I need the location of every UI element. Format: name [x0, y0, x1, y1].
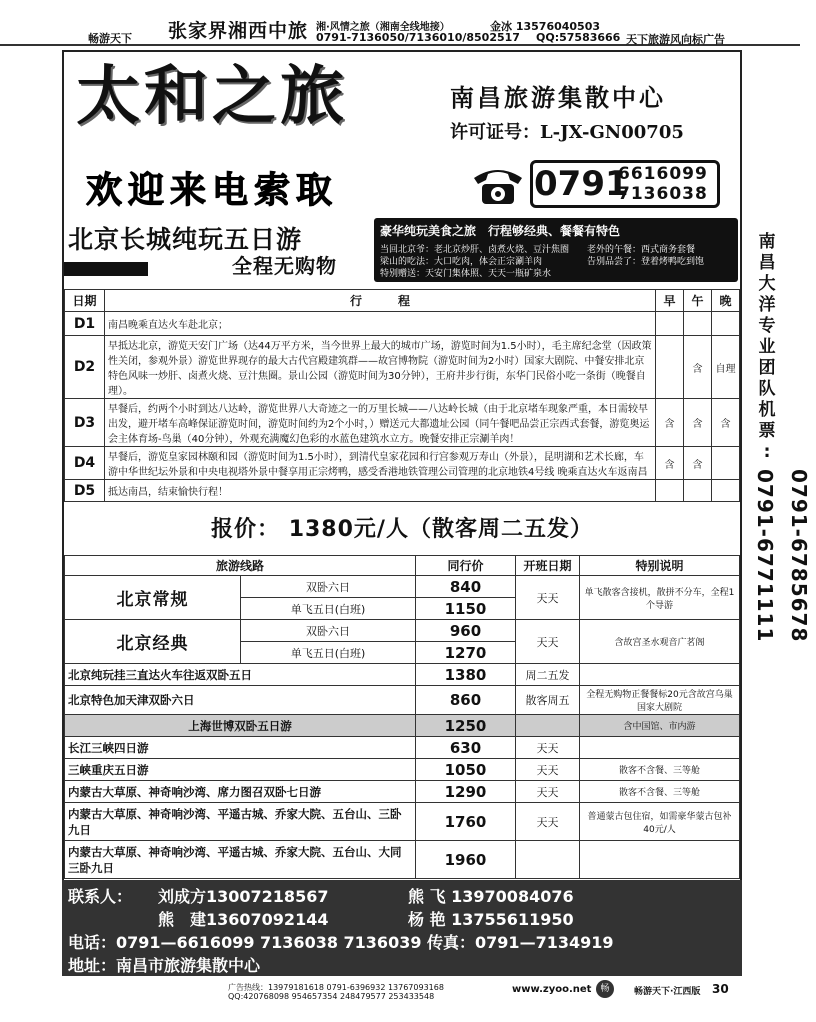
route-price: 1270 [416, 642, 516, 664]
route-price: 840 [416, 576, 516, 598]
route-price: 1760 [416, 803, 516, 841]
route-option: 双卧六日 [241, 620, 416, 642]
day-cell: D5 [65, 480, 105, 502]
col-notes: 特别说明 [580, 556, 740, 576]
side-phone-1: 0791-6785678 [787, 469, 811, 643]
day-cell: D3 [65, 399, 105, 447]
side-char: 大 [758, 274, 776, 294]
day-cell: D2 [65, 336, 105, 399]
footer-qq: QQ:420768098 954657354 248479577 253433548 [228, 992, 435, 1001]
route-price: 1150 [416, 598, 516, 620]
route-frequency: 天天 [516, 759, 580, 781]
table-row [65, 336, 740, 399]
route-name: 北京特色加天津双卧六日 [65, 686, 416, 715]
dinner-cell [712, 480, 740, 502]
schedule-cell: 早餐后，游览皇家园林颐和园（游览时间为1.5小时），到清代皇家花园和行宫参观万寿山（外景），昆明湖和艺术长廊，车游中华世纪坛外景和中央电视塔外景中餐享用正宗烤鸭，感受香港地铁管理公司管理的北京地铁4号线 晚乘直达火车返南昌 [105, 447, 656, 480]
promo-line: 当回北京爷：老北京炒肝、卤煮火烧、豆汁焦圈 老外的午餐：西式商务套餐 [380, 245, 696, 255]
promo-line: 特别赠送：天安门集体照、天天一瓶矿泉水 [380, 269, 552, 279]
route-note [580, 841, 740, 879]
lunch-cell: 含 [684, 399, 712, 447]
telephone-icon [468, 160, 528, 208]
route-name: 内蒙古大草原、神奇响沙湾、平遥古城、乔家大院、五台山、三卧九日 [65, 803, 416, 841]
route-note [580, 664, 740, 686]
table-row [65, 576, 740, 598]
lunch-cell [684, 480, 712, 502]
itinerary-header-row [65, 290, 740, 312]
header-qq: QQ:57583666 [536, 31, 621, 44]
itinerary-table [64, 289, 740, 502]
table-row [65, 664, 740, 686]
col-schedule: 行 程 [105, 290, 656, 312]
route-frequency: 天天 [516, 576, 580, 620]
route-option: 单飞五日(白班) [241, 598, 416, 620]
contact-person-2: 熊 飞 13970084076 [408, 887, 574, 906]
route-option: 双卧六日 [241, 576, 416, 598]
side-char: 南 [758, 232, 776, 252]
contact-address: 地址：南昌市旅游集散中心 [68, 956, 261, 975]
center-name: 南昌旅游集散中心 [450, 83, 666, 112]
route-price: 1960 [416, 841, 516, 879]
breakfast-cell [656, 312, 684, 336]
side-char: 队 [758, 379, 776, 399]
table-row [65, 620, 740, 642]
table-row [65, 480, 740, 502]
page-number: 30 [712, 982, 729, 996]
license-number: 许可证号：L-JX-GN00705 [450, 122, 684, 143]
route-frequency: 天天 [516, 620, 580, 664]
table-row [65, 759, 740, 781]
hotline-number-1: 6616099 [618, 164, 708, 184]
route-price: 860 [416, 686, 516, 715]
route-price: 1290 [416, 781, 516, 803]
footer-ad-hotline: 广告热线：13979181618 0791-6396932 13767093168 [228, 983, 444, 992]
routes-table [64, 555, 740, 879]
dinner-cell [712, 312, 740, 336]
contact-person-1: 刘成方13007218567 [158, 887, 329, 906]
table-row [65, 686, 740, 715]
dinner-cell: 自理 [712, 336, 740, 399]
promo-line: 梁山的吃法：大口吃肉，体会正宗涮羊肉 告别品尝了：登着烤鸭吃到饱 [380, 257, 705, 267]
route-group-name: 北京经典 [65, 620, 241, 664]
day-cell: D4 [65, 447, 105, 480]
table-row [65, 841, 740, 879]
route-option: 单飞五日(白班) [241, 642, 416, 664]
route-name: 长江三峡四日游 [65, 737, 416, 759]
route-note: 含故宫圣水观音广茗阁 [580, 620, 740, 664]
tour-title: 北京长城纯玩五日游 [68, 225, 303, 254]
route-group-name: 北京常规 [65, 576, 241, 620]
dinner-cell: 含 [712, 399, 740, 447]
route-name: 三峡重庆五日游 [65, 759, 416, 781]
header-left-tag: 畅游天下 [88, 32, 132, 45]
footer-badge-icon: 畅 [596, 980, 614, 998]
route-price: 1380 [416, 664, 516, 686]
header-phones: 0791-7136050/7136010/8502517 [316, 31, 520, 44]
tour-subtitle: 全程无购物 [232, 254, 337, 278]
page-footer [0, 978, 800, 1022]
side-char: 团 [758, 358, 776, 378]
table-row [65, 803, 740, 841]
contact-panel [62, 880, 742, 976]
table-row [65, 447, 740, 480]
route-frequency [516, 715, 580, 737]
hotline-number-2: 7136038 [618, 184, 708, 204]
header-brand: 张家界湘西中旅 [168, 20, 309, 42]
brand-logo: 太和之旅 [76, 59, 348, 134]
promo-box [374, 218, 738, 282]
lunch-cell [684, 312, 712, 336]
route-price: 1050 [416, 759, 516, 781]
route-frequency: 散客周五 [516, 686, 580, 715]
route-price: 1250 [416, 715, 516, 737]
schedule-cell: 早餐后，约两个小时到达八达岭，游览世界八大奇迹之一的万里长城——八达岭长城（由于北京堵车现象严重，本日需较早出发，避开堵车高峰保证游览时间，游览时间约为2个小时，）赠送元大都遗址公园（同午餐吧品尝正宗西式套餐，游览奥运会主体育场-鸟巢（40分钟），外观充满魔幻色彩的水蓝色建筑水立方。晚餐安排正宗涮羊肉！ [105, 399, 656, 447]
dinner-cell [712, 447, 740, 480]
route-note: 散客不含餐、三等舱 [580, 781, 740, 803]
schedule-cell: 南昌晚乘直达火车赴北京； [105, 312, 656, 336]
table-row [65, 781, 740, 803]
breakfast-cell [656, 336, 684, 399]
day-cell: D1 [65, 312, 105, 336]
table-row [65, 399, 740, 447]
lunch-cell: 含 [684, 336, 712, 399]
route-note [580, 737, 740, 759]
col-frequency: 开班日期 [516, 556, 580, 576]
route-note: 散客不含餐、三等舱 [580, 759, 740, 781]
footer-website: www.zyoo.net [512, 984, 592, 995]
route-price: 960 [416, 620, 516, 642]
routes-header-row [65, 556, 740, 576]
side-phone-numbers [748, 469, 816, 642]
decorative-bar [64, 262, 148, 276]
table-row [65, 312, 740, 336]
lunch-cell: 含 [684, 447, 712, 480]
side-phone-2: 0791-6771111 [753, 469, 777, 643]
col-price: 同行价 [416, 556, 516, 576]
schedule-cell: 抵达南昌，结束愉快行程！ [105, 480, 656, 502]
route-name: 北京纯玩挂三直达火车往返双卧五日 [65, 664, 416, 686]
breakfast-cell [656, 480, 684, 502]
side-char: 业 [758, 337, 776, 357]
route-frequency: 天天 [516, 803, 580, 841]
contact-person-3: 熊 建13607092144 [158, 910, 329, 929]
route-frequency: 天天 [516, 781, 580, 803]
side-ticket-ad [748, 232, 811, 643]
side-char: 洋 [758, 295, 776, 315]
price-line: 报价： 1380元/人（散客周二五发） [211, 517, 593, 542]
route-note: 全程无购物正餐餐标20元含故宫乌巢国家大剧院 [580, 686, 740, 715]
side-char: 票 [758, 421, 776, 441]
breakfast-cell: 含 [656, 399, 684, 447]
side-char: 昌 [758, 253, 776, 273]
promo-title: 豪华纯玩美食之旅 行程够经典、餐餐有特色 [380, 224, 621, 238]
col-date: 日期 [65, 290, 105, 312]
col-breakfast: 早 [656, 290, 684, 312]
header-contact-name: 金冰 13576040503 [490, 20, 601, 33]
top-header [0, 0, 800, 46]
route-frequency: 天天 [516, 737, 580, 759]
contact-phone-fax: 电话：0791—6616099 7136038 7136039 传真：0791—7134919 [68, 933, 614, 952]
breakfast-cell: 含 [656, 447, 684, 480]
header-right-tag: 天下旅游风向标广告 [626, 33, 725, 46]
table-row [65, 737, 740, 759]
route-note: 含中国馆、市内游 [580, 715, 740, 737]
schedule-cell: 早抵达北京，游览天安门广场（达44万平方米，当今世界上最大的城市广场，游览时间为1.5小时），毛主席纪念堂（因政策性关闭，参观外景）游览世界现存的最大古代宫殿建筑群——故宫博物院（游览时间为2小时）国家大剧院、中餐安排北京特色风味一炒肝、卤煮火烧、豆汁焦圈。景山公园（游览时间为30分钟），王府井步行街，东华门民俗小吃一条街（晚餐自理）。 [105, 336, 656, 399]
side-char: : [763, 442, 771, 462]
route-frequency: 周二五发 [516, 664, 580, 686]
col-lunch: 午 [684, 290, 712, 312]
col-dinner: 晚 [712, 290, 740, 312]
side-char: 机 [758, 400, 776, 420]
table-row [65, 715, 740, 737]
route-price: 630 [416, 737, 516, 759]
footer-edition: 畅游天下·江西版 [634, 987, 701, 997]
route-name: 内蒙古大草原、神奇响沙湾、平遥古城、乔家大院、五台山、大同三卧九日 [65, 841, 416, 879]
welcome-banner: 欢迎来电索取 [86, 170, 339, 211]
route-name: 内蒙古大草原、神奇响沙湾、席力图召双卧七日游 [65, 781, 416, 803]
contact-label: 联系人： [68, 887, 133, 906]
route-note: 单飞散客含接机，散拼不分车，全程1个导游 [580, 576, 740, 620]
route-name: 上海世博双卧五日游 [65, 715, 416, 737]
contact-person-4: 杨 艳 13755611950 [408, 910, 574, 929]
header-sub: 湘·风情之旅（湘南全线地接） [316, 22, 450, 33]
hotline-area-code: 0791 [534, 164, 629, 204]
route-frequency [516, 841, 580, 879]
route-note: 普通蒙古包住宿，如需豪华蒙古包补40元/人 [580, 803, 740, 841]
col-route: 旅游线路 [65, 556, 416, 576]
side-char: 专 [758, 316, 776, 336]
